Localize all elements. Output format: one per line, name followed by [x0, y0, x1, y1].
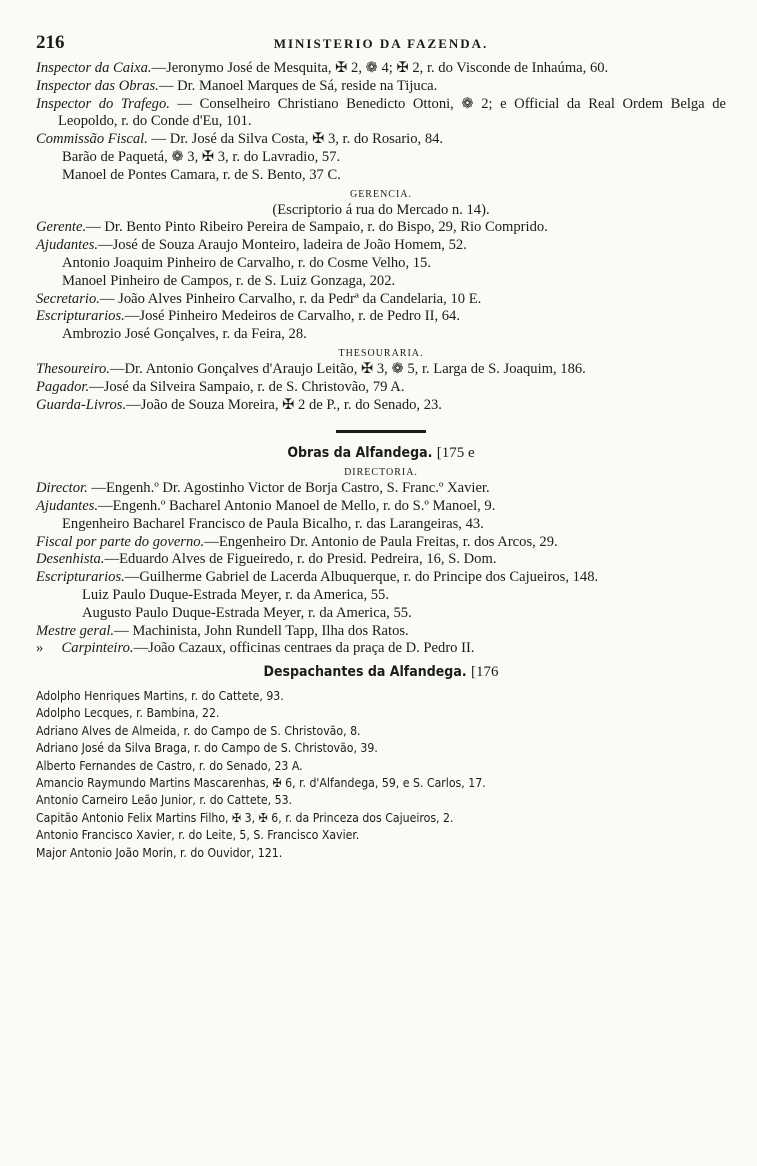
directory-entry — [36, 60, 726, 78]
directory-entry — [36, 291, 726, 309]
directory-entry — [36, 273, 726, 291]
page — [36, 34, 726, 862]
gerencia-entries — [36, 219, 726, 344]
entry-text: — Machinista, John Rundell Tapp, Ilha dos Ratos. — [114, 622, 409, 639]
page-number: 216 — [36, 32, 65, 53]
entry-role: Inspector do Trafego. — [36, 95, 170, 112]
directory-entry — [36, 78, 726, 96]
directory-entry — [36, 640, 726, 658]
gerencia-note: (Escriptorio á rua do Mercado n. 14). — [272, 201, 490, 218]
entry-text: Luiz Paulo Duque-Estrada Meyer, r. da America, 55. — [82, 586, 390, 603]
list-item: Adolpho Lecques, r. Bambina, 22. — [36, 706, 220, 721]
entry-role: Desenhista. — [36, 551, 105, 568]
entry-text: Ambrozio José Gonçalves, r. da Feira, 28. — [62, 326, 307, 343]
obras-entries — [36, 480, 726, 658]
entry-text: —Dr. Antonio Gonçalves d'Araujo Leitão, ✠ 3, ❁ 5, r. Larga de S. Joaquim, 186. — [109, 360, 586, 377]
entry-text: Augusto Paulo Duque-Estrada Meyer, r. da America, 55. — [82, 604, 412, 621]
entry-text: — Dr. José da Silva Costa, ✠ 3, r. do Rosario, 84. — [147, 131, 444, 148]
directory-entry — [36, 237, 726, 255]
list-item: Capitão Antonio Felix Martins Filho, ✠ 3, ✠ 6, r. da Princeza dos Cajueiros, 2. — [36, 810, 454, 825]
obras-number: [175 e — [436, 445, 475, 462]
entry-role: Thesoureiro. — [36, 360, 110, 377]
thesouraria-label: THESOURARIA. — [338, 347, 424, 359]
entry-role: Inspector da Caixa. — [36, 60, 152, 76]
directory-entry — [36, 605, 726, 623]
entry-text: Manoel de Pontes Camara, r. de S. Bento, 37 C. — [62, 166, 341, 183]
entry-text: —Engenheiro Dr. Antonio de Paula Freitas, r. dos Arcos, 29. — [204, 533, 558, 550]
list-item: Adolpho Henriques Martins, r. do Cattete, 93. — [36, 688, 284, 703]
entry-text: —José de Souza Araujo Monteiro, ladeira de João Homem, 52. — [98, 237, 467, 254]
list-item: Antonio Carneiro Leão Junior, r. do Cattete, 53. — [36, 793, 293, 808]
entry-text: —José da Silveira Sampaio, r. de S. Christovão, 79 A. — [89, 378, 405, 395]
thesouraria-entries — [36, 361, 726, 414]
directory-entry — [36, 534, 726, 552]
directory-entry — [36, 551, 726, 569]
entry-role: Director. — [36, 480, 88, 497]
entry-role: Fiscal por parte do governo. — [36, 533, 205, 550]
section-divider — [336, 430, 426, 433]
despachantes-title-text: Despachantes da Alfandega. — [263, 664, 467, 681]
despachantes-title — [36, 664, 726, 682]
list-item: Major Antonio João Morin, r. do Ouvidor, 121. — [36, 845, 283, 860]
directory-entry — [36, 149, 726, 167]
directory-entry — [36, 623, 726, 641]
obras-title — [36, 445, 726, 463]
gerencia-label: GERENCIA. — [349, 188, 413, 200]
entry-role: Pagador. — [36, 378, 90, 395]
entry-role: Mestre geral. — [36, 622, 115, 639]
directory-entry — [36, 167, 726, 185]
entry-text: —Engenh.º Bacharel Antonio Manoel de Mello, r. do S.º Manoel, 9. — [98, 497, 496, 514]
entry-text: Manoel Pinheiro de Campos, r. de S. Luiz Gonzaga, 202. — [62, 272, 396, 289]
directory-entry — [36, 326, 726, 344]
directory-entry — [36, 569, 726, 587]
entry-text: — Conselheiro Christiano Benedicto Ottoni, ❁ 2; e Official da Real Ordem Belga de Leopoldo, r. do Conde d'Eu, 101. — [58, 95, 726, 130]
despachantes-list — [36, 688, 726, 862]
entry-text: —João de Souza Moreira, ✠ 2 de P., r. do Senado, 23. — [126, 396, 442, 413]
page-header — [36, 34, 726, 60]
despachantes-number: [176 — [471, 664, 499, 681]
entry-role: Escripturarios. — [36, 308, 125, 325]
entry-text: —José Pinheiro Medeiros de Carvalho, r. de Pedro II, 64. — [124, 308, 460, 325]
running-title: MINISTERIO DA FAZENDA. — [273, 36, 489, 51]
directory-entry — [36, 255, 726, 273]
entry-role: Guarda-Livros. — [36, 396, 127, 413]
entry-role: Commissão Fiscal. — [36, 131, 148, 148]
directory-entry — [36, 480, 726, 498]
obras-title-text: Obras da Alfandega. — [287, 445, 433, 462]
entry-text: — Dr. Manoel Marques de Sá, reside na Tijuca. — [158, 77, 438, 94]
directory-entry — [36, 96, 726, 132]
list-item: Antonio Francisco Xavier, r. do Leite, 5, S. Francisco Xavier. — [36, 828, 360, 843]
entry-text: Engenheiro Bacharel Francisco de Paula Bicalho, r. das Larangeiras, 43. — [62, 515, 484, 532]
entry-role: Escripturarios. — [36, 569, 125, 586]
entry-role: Gerente. — [36, 219, 87, 236]
entry-text: —Guilherme Gabriel de Lacerda Albuquerque, r. do Principe dos Cajueiros, 148. — [124, 569, 599, 586]
entry-role: Carpinteiro. — [61, 640, 134, 657]
entry-text: Antonio Joaquim Pinheiro de Carvalho, r. do Cosme Velho, 15. — [62, 254, 432, 271]
entry-role: Secretario. — [36, 290, 100, 307]
entry-text: —João Cazaux, officinas centraes da praça de D. Pedro II. — [133, 640, 475, 657]
directoria-label: DIRECTORIA. — [344, 467, 418, 479]
directory-entry — [36, 379, 726, 397]
directory-entry — [36, 397, 726, 415]
list-item: Alberto Fernandes de Castro, r. do Senado, 23 A. — [36, 758, 303, 773]
list-item: Amancio Raymundo Martins Mascarenhas, ✠ 6, r. d'Alfandega, 59, e S. Carlos, 17. — [36, 775, 486, 790]
ditto-mark: » — [36, 640, 62, 657]
entry-role: Inspector das Obras. — [36, 77, 159, 94]
directory-entry — [36, 308, 726, 326]
entry-text: —Engenh.º Dr. Agostinho Victor de Borja Castro, S. Franc.º Xavier. — [87, 480, 490, 497]
directory-entry — [36, 361, 726, 379]
entry-role: Ajudantes. — [36, 497, 99, 514]
entry-text: — João Alves Pinheiro Carvalho, r. da Pedrª da Candelaria, 10 E. — [99, 290, 482, 307]
list-item: Adriano Alves de Almeida, r. do Campo de S. Christovão, 8. — [36, 723, 361, 738]
directory-entry — [36, 498, 726, 516]
entry-text: — Dr. Bento Pinto Ribeiro Pereira de Sampaio, r. do Bispo, 29, Rio Comprido. — [86, 219, 548, 236]
list-item: Adriano José da Silva Braga, r. do Campo de S. Christovão, 39. — [36, 741, 378, 756]
directory-entry — [36, 131, 726, 149]
directory-entry — [36, 516, 726, 534]
directory-entry — [36, 219, 726, 237]
entry-text: —Jeronymo José de Mesquita, ✠ 2, ❁ 4; ✠ 2, r. do Visconde de Inhaúma, 60. — [151, 60, 609, 76]
entry-text: Barão de Paquetá, ❁ 3, ✠ 3, r. do Lavradio, 57. — [62, 148, 341, 165]
top-entries — [36, 60, 726, 185]
entry-text: —Eduardo Alves de Figueiredo, r. do Presid. Pedreira, 16, S. Dom. — [104, 551, 497, 568]
entry-role: Ajudantes. — [36, 237, 99, 254]
directory-entry — [36, 587, 726, 605]
